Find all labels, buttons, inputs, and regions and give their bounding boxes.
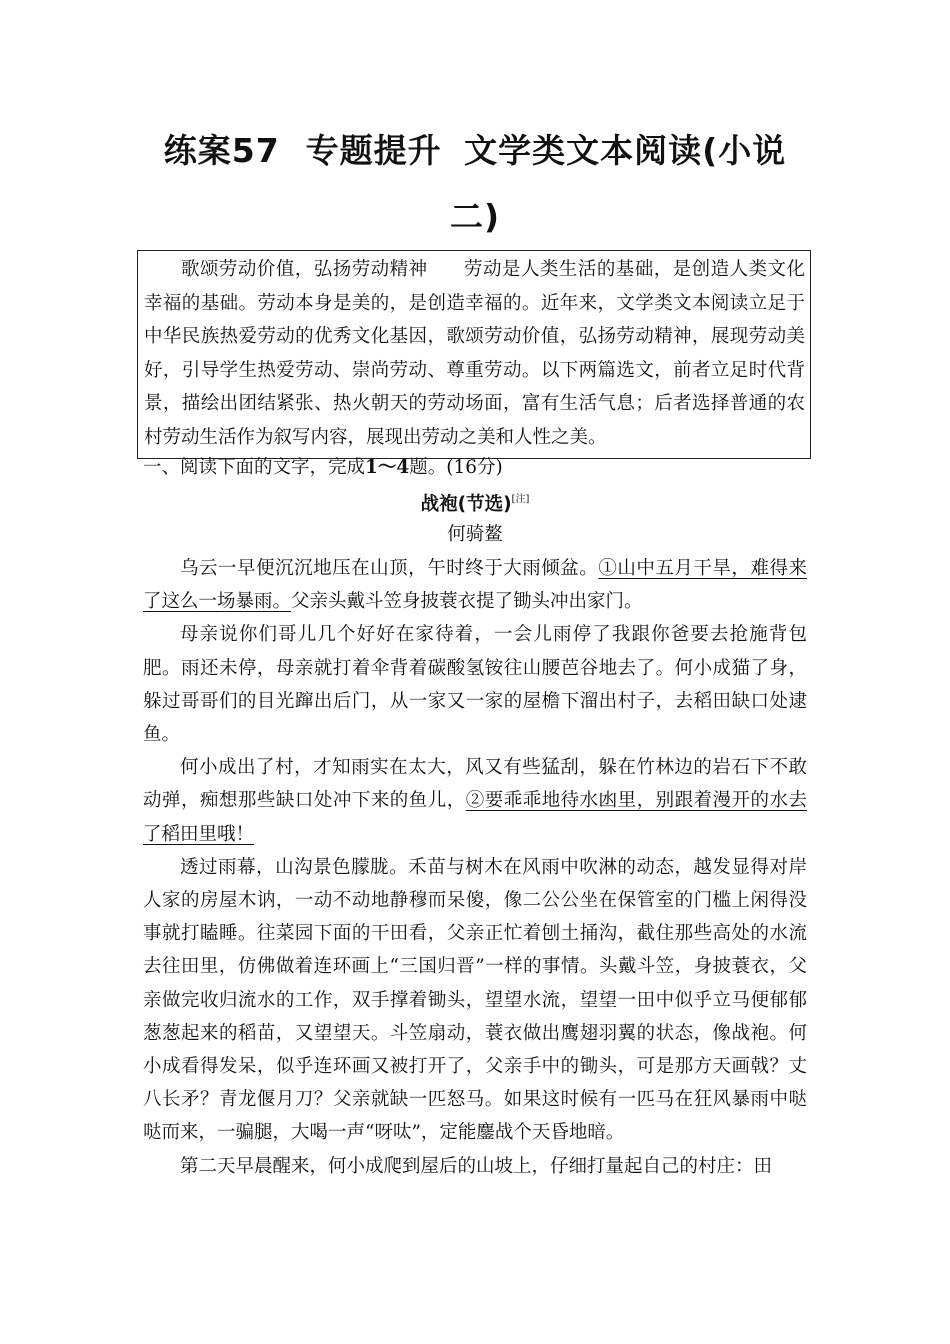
paragraph-4: 透过雨幕，山沟景色朦胧。禾苗与树木在风雨中吹淋的动态，越发显得对岸人家的房屋木讷，一动不动地静穆而呆傻，像二公公坐在保管室的门槛上闲得没事就打瞌睡。往菜园下面的干田看，父亲正忙着刨土捅沟，截住那些高处的水流去往田里，仿佛做着连环画上“三国归晋”一样的事情。头戴斗笠，身披蓑衣，父亲做完收归流水的工作，双手撑着锄头，望望水流，望望一田中似乎立马便郁郁葱葱起来的稻苗，又望望天。斗笠扇动，蓑衣做出鹰翅羽翼的状态，像战袍。何小成看得发呆，似乎连环画又被打开了，父亲手中的锄头，可是那方天画戟？丈八长矛？青龙偃月刀？父亲就缺一匹怒马。如果这时候有一匹马在狂风暴雨中哒哒而来，一骗腿，大喝一声“呀呔”，定能鏖战个天昏地暗。 — [143, 856, 807, 1144]
question-suffix: 题。(16分) — [409, 457, 503, 478]
article-title-text: 战袍(节选) — [420, 494, 512, 515]
paragraph-3 — [143, 751, 807, 851]
question-text: 一、阅读下面的文字，完成 — [143, 457, 366, 478]
paragraph-5: 第二天早晨醒来，何小成爬到屋后的山坡上，仔细打量起自己的村庄：田 — [180, 1155, 773, 1177]
footnote-marker: [注] — [511, 494, 530, 505]
article-body — [143, 552, 807, 1183]
underlined-sentence-2: ②要乖乖地待水凼里，别跟着漫开的水去了稻田里哦！ — [143, 790, 807, 845]
paragraph-1-text-b: 父亲头戴斗笠身披蓑衣提了锄头冲出家门。 — [291, 591, 643, 613]
title-topic: 专题提升 — [305, 131, 442, 170]
intro-heading: 歌颂劳动价值，弘扬劳动精神 — [181, 259, 428, 280]
underlined-sentence-1: ①山中五月干旱，难得来了这么一场暴雨。 — [143, 558, 807, 613]
paragraph-1-text-a: 乌云一早便沉沉地压在山顶，午时终于大雨倾盆。 — [180, 558, 599, 579]
page-title — [140, 118, 810, 250]
title-prefix: 练案 — [163, 131, 232, 170]
intro-text: 劳动是人类生活的基础，是创造人类文化幸福的基础。劳动本身是美的，是创造幸福的。近年来，文学类文本阅读立足于中华民族热爱劳动的优秀文化基因，歌颂劳动价值，弘扬劳动精神，展现劳动美好，引导学生热爱劳动、崇尚劳动、尊重劳动。以下两篇选文，前者立足时代背景，描绘出团结紧张、热火朝天的劳动场面，富有生活气息；后者选择普通的农村劳动生活作为叙写内容，展现出劳动之美和人性之美。 — [144, 259, 805, 448]
intro-box — [137, 250, 811, 459]
paragraph-3-text-a: 何小成出了村，才知雨实在太大，风又有些猛刮，躲在竹林边的岩石下不敢动弹，痴想那些缺口处冲下来的鱼儿， — [143, 757, 807, 812]
title-number: 57 — [231, 131, 280, 170]
question-range: 1～4 — [365, 457, 410, 478]
article-title — [140, 486, 810, 519]
paragraph-1 — [143, 552, 807, 618]
title-main: 文学类文本阅读(小说二) — [449, 131, 787, 236]
question-heading — [143, 454, 503, 482]
paragraph-2: 母亲说你们哥儿几个好好在家待着，一会儿雨停了我跟你爸要去抢施背包肥。雨还未停，母亲就打着伞背着碳酸氢铵往山腰芭谷地去了。何小成猫了身，躲过哥哥们的目光蹿出后门，从一家又一家的屋檐下溜出村子，去稻田缺口处逮鱼。 — [143, 624, 807, 746]
article-author: 何骑鳌 — [447, 524, 503, 545]
